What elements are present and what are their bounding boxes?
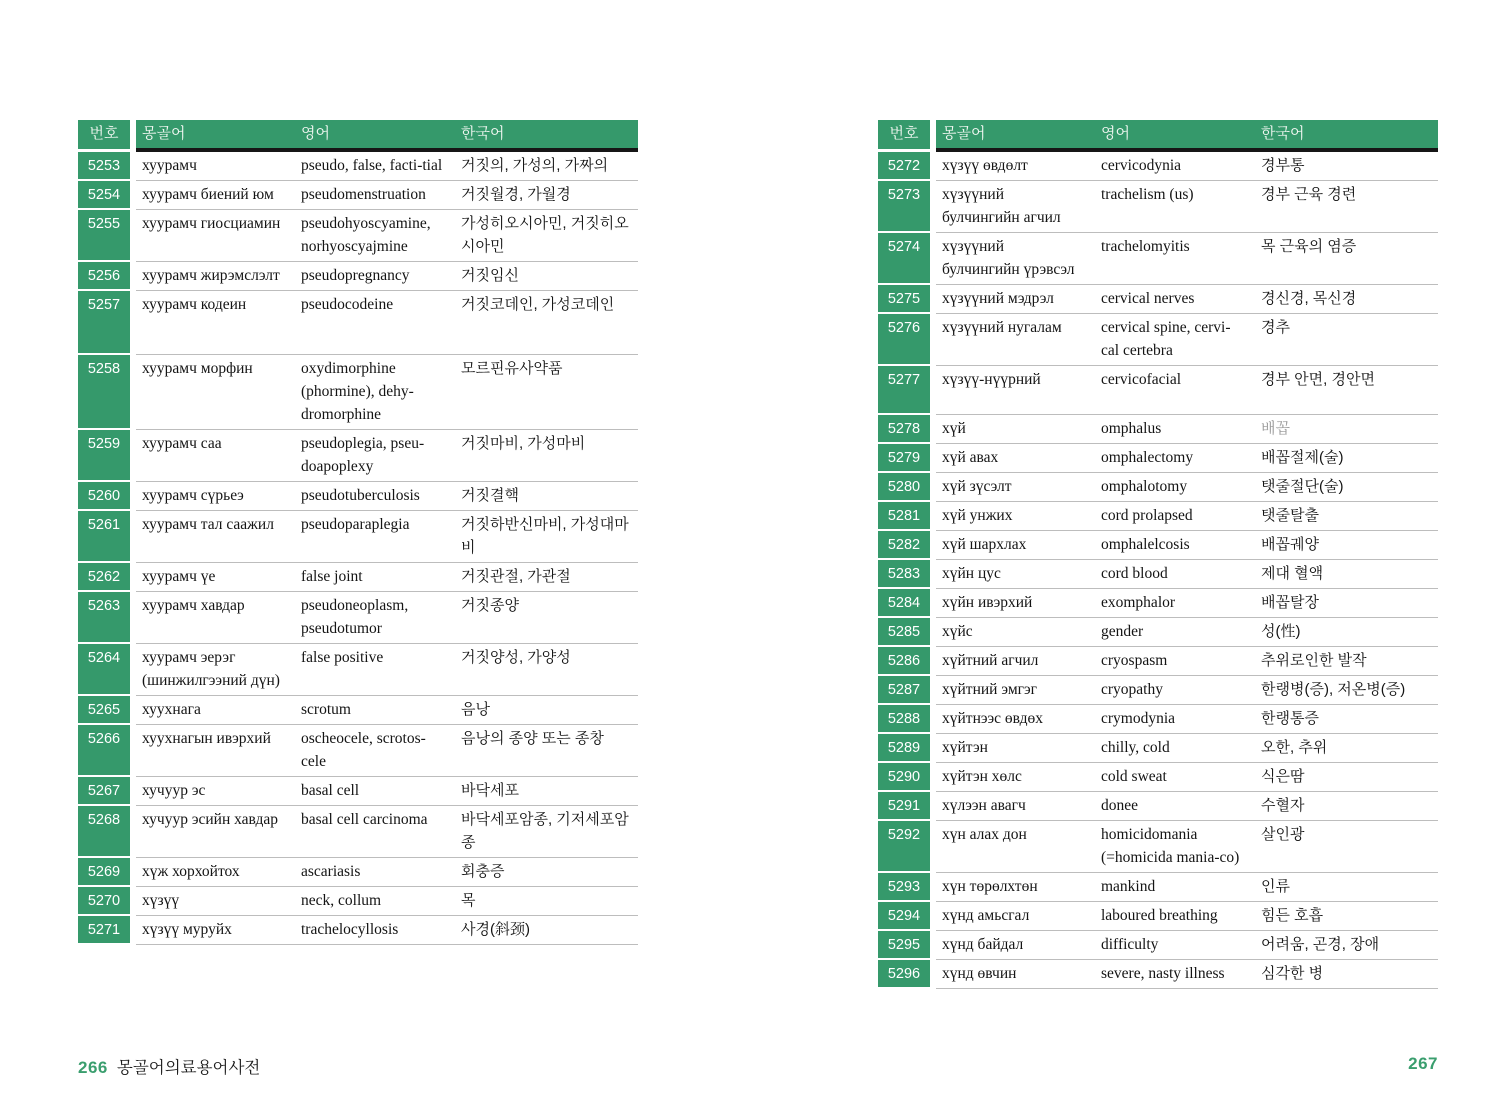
row-number: 5253 xyxy=(78,152,130,181)
korean-term: 배꼽탈장 xyxy=(1255,589,1438,618)
english-term: pseudoplegia, pseu-doapoplexy xyxy=(295,430,455,482)
row-number: 5277 xyxy=(878,366,930,415)
korean-term: 거짓양성, 가양성 xyxy=(455,644,638,696)
english-term: chilly, cold xyxy=(1095,734,1255,763)
korean-term: 오한, 추위 xyxy=(1255,734,1438,763)
english-term: difficulty xyxy=(1095,931,1255,960)
row-number: 5276 xyxy=(878,314,930,366)
english-term: omphalectomy xyxy=(1095,444,1255,473)
english-term: trachelocyllosis xyxy=(295,916,455,945)
korean-term: 거짓의, 가성의, 가짜의 xyxy=(455,152,638,181)
book-title: 몽골어의료용어사전 xyxy=(116,1059,261,1077)
mongolian-term: хүйс xyxy=(936,618,1095,647)
english-term: mankind xyxy=(1095,873,1255,902)
row-number: 5286 xyxy=(878,647,930,676)
mongolian-term: хүзүү муруйх xyxy=(136,916,295,945)
korean-term: 배꼽궤양 xyxy=(1255,531,1438,560)
mongolian-term: хүзүүний булчингийн үрэвсэл xyxy=(936,233,1095,285)
mongolian-term: хүнд өвчин xyxy=(936,960,1095,989)
english-term: neck, collum xyxy=(295,887,455,916)
mongolian-term: хуурамч үе xyxy=(136,563,295,592)
mongolian-term: хуурамч сүрьеэ xyxy=(136,482,295,511)
english-term: cervical spine, cervi-cal certebra xyxy=(1095,314,1255,366)
english-term: false joint xyxy=(295,563,455,592)
mongolian-term: хүзүүний нугалам xyxy=(936,314,1095,366)
mongolian-term: хүн төрөлхтөн xyxy=(936,873,1095,902)
english-term: basal cell xyxy=(295,777,455,806)
row-number: 5271 xyxy=(78,916,130,945)
mongolian-term: хүзүүний мэдрэл xyxy=(936,285,1095,314)
mongolian-term: хуухнага xyxy=(136,696,295,725)
row-number: 5278 xyxy=(878,415,930,444)
korean-term: 한랭병(증), 저온병(증) xyxy=(1255,676,1438,705)
row-number: 5262 xyxy=(78,563,130,592)
english-term: homicidomania (=homicida mania-co) xyxy=(1095,821,1255,873)
mongolian-term: хучуур эс xyxy=(136,777,295,806)
row-number: 5285 xyxy=(878,618,930,647)
korean-term: 음낭 xyxy=(455,696,638,725)
dictionary-table-right-page xyxy=(878,120,1438,989)
row-number: 5282 xyxy=(878,531,930,560)
mongolian-term: хүй зүсэлт xyxy=(936,473,1095,502)
english-term: pseudopregnancy xyxy=(295,262,455,291)
english-term: exomphalor xyxy=(1095,589,1255,618)
korean-term: 바닥세포암종, 기저세포암종 xyxy=(455,806,638,858)
mongolian-term: хуурамч жирэмслэлт xyxy=(136,262,295,291)
mongolian-term: хүйтний агчил xyxy=(936,647,1095,676)
korean-term: 경추 xyxy=(1255,314,1438,366)
english-term: omphalotomy xyxy=(1095,473,1255,502)
row-number: 5272 xyxy=(878,152,930,181)
column-header-number: 번호 xyxy=(878,120,930,152)
korean-term: 회충증 xyxy=(455,858,638,887)
mongolian-term: хүйтэн xyxy=(936,734,1095,763)
mongolian-term: хүй xyxy=(936,415,1095,444)
korean-term: 바닥세포 xyxy=(455,777,638,806)
english-term: oscheocele, scrotos-cele xyxy=(295,725,455,777)
row-number: 5265 xyxy=(78,696,130,725)
korean-term: 거짓마비, 가성마비 xyxy=(455,430,638,482)
row-number: 5266 xyxy=(78,725,130,777)
korean-term: 경부통 xyxy=(1255,152,1438,181)
mongolian-term: хуурамч гиосциамин xyxy=(136,210,295,262)
korean-term: 거짓하반신마비, 가성대마비 xyxy=(455,511,638,563)
mongolian-term: хуурамч морфин xyxy=(136,355,295,430)
korean-term: 어려움, 곤경, 장애 xyxy=(1255,931,1438,960)
row-number: 5259 xyxy=(78,430,130,482)
korean-term: 거짓관절, 가관절 xyxy=(455,563,638,592)
korean-term: 목 근육의 염증 xyxy=(1255,233,1438,285)
column-header-korean: 한국어 xyxy=(1255,120,1438,152)
mongolian-term: хүзүү-нүүрний xyxy=(936,366,1095,415)
mongolian-term: хуухнагын ивэрхий xyxy=(136,725,295,777)
korean-term: 거짓종양 xyxy=(455,592,638,644)
english-term: cord blood xyxy=(1095,560,1255,589)
mongolian-term: хүйн цус xyxy=(936,560,1095,589)
row-number: 5279 xyxy=(878,444,930,473)
mongolian-term: хүйтнээс өвдөх xyxy=(936,705,1095,734)
english-term: pseudotuberculosis xyxy=(295,482,455,511)
english-term: cryospasm xyxy=(1095,647,1255,676)
column-header-mongolian: 몽골어 xyxy=(136,120,295,152)
korean-term: 심각한 병 xyxy=(1255,960,1438,989)
korean-term: 제대 혈액 xyxy=(1255,560,1438,589)
korean-term: 힘든 호흡 xyxy=(1255,902,1438,931)
row-number: 5281 xyxy=(878,502,930,531)
row-number: 5263 xyxy=(78,592,130,644)
english-term: cervical nerves xyxy=(1095,285,1255,314)
row-number: 5267 xyxy=(78,777,130,806)
mongolian-term: хуурамч саа xyxy=(136,430,295,482)
mongolian-term: хуурамч тал саажил xyxy=(136,511,295,563)
column-header-mongolian: 몽골어 xyxy=(936,120,1095,152)
english-term: omphalus xyxy=(1095,415,1255,444)
english-term: cryopathy xyxy=(1095,676,1255,705)
mongolian-term: хуурамч кодеин xyxy=(136,291,295,355)
mongolian-term: хүж хорхойтох xyxy=(136,858,295,887)
korean-term: 경부 근육 경련 xyxy=(1255,181,1438,233)
mongolian-term: хүнд амьсгал xyxy=(936,902,1095,931)
mongolian-term: хүйтэн хөлс xyxy=(936,763,1095,792)
row-number: 5296 xyxy=(878,960,930,989)
mongolian-term: хүзүү өвдөлт xyxy=(936,152,1095,181)
row-number: 5295 xyxy=(878,931,930,960)
mongolian-term: хуурамч биений юм xyxy=(136,181,295,210)
english-term: omphalelcosis xyxy=(1095,531,1255,560)
english-term: cervicofacial xyxy=(1095,366,1255,415)
row-number: 5289 xyxy=(878,734,930,763)
row-number: 5293 xyxy=(878,873,930,902)
row-number: 5288 xyxy=(878,705,930,734)
mongolian-term: хүнд байдал xyxy=(936,931,1095,960)
korean-term: 거짓결핵 xyxy=(455,482,638,511)
row-number: 5280 xyxy=(878,473,930,502)
row-number: 5261 xyxy=(78,511,130,563)
column-header-english: 영어 xyxy=(1095,120,1255,152)
english-term: scrotum xyxy=(295,696,455,725)
english-term: cold sweat xyxy=(1095,763,1255,792)
english-term: cervicodynia xyxy=(1095,152,1255,181)
korean-term: 거짓임신 xyxy=(455,262,638,291)
korean-term: 모르핀유사약품 xyxy=(455,355,638,430)
row-number: 5291 xyxy=(878,792,930,821)
row-number: 5268 xyxy=(78,806,130,858)
english-term: basal cell carcinoma xyxy=(295,806,455,858)
row-number: 5274 xyxy=(878,233,930,285)
korean-term: 거짓월경, 가월경 xyxy=(455,181,638,210)
row-number: 5256 xyxy=(78,262,130,291)
korean-term: 살인광 xyxy=(1255,821,1438,873)
row-number: 5269 xyxy=(78,858,130,887)
mongolian-term: хучуур эсийн хавдар xyxy=(136,806,295,858)
mongolian-term: хуурамч эерэг (шинжилгээний дүн) xyxy=(136,644,295,696)
english-term: trachelomyitis xyxy=(1095,233,1255,285)
mongolian-term: хуурамч xyxy=(136,152,295,181)
column-header-korean: 한국어 xyxy=(455,120,638,152)
korean-term: 사경(斜颈) xyxy=(455,916,638,945)
english-term: false positive xyxy=(295,644,455,696)
column-header-number: 번호 xyxy=(78,120,130,152)
row-number: 5257 xyxy=(78,291,130,355)
korean-term: 성(性) xyxy=(1255,618,1438,647)
english-term: pseudomenstruation xyxy=(295,181,455,210)
english-term: oxydimorphine (phormine), dehy-dromorphine xyxy=(295,355,455,430)
english-term: pseudohyoscyamine, norhyoscyajmine xyxy=(295,210,455,262)
row-number: 5258 xyxy=(78,355,130,430)
row-number: 5284 xyxy=(878,589,930,618)
english-term: gender xyxy=(1095,618,1255,647)
mongolian-term: хүн алах дон xyxy=(936,821,1095,873)
mongolian-term: хуурамч хавдар xyxy=(136,592,295,644)
korean-term: 목 xyxy=(455,887,638,916)
mongolian-term: хүйн ивэрхий xyxy=(936,589,1095,618)
row-number: 5273 xyxy=(878,181,930,233)
korean-term: 배꼽절제(술) xyxy=(1255,444,1438,473)
row-number: 5254 xyxy=(78,181,130,210)
english-term: pseudoparaplegia xyxy=(295,511,455,563)
mongolian-term: хүзүүний булчингийн агчил xyxy=(936,181,1095,233)
korean-term: 한랭통증 xyxy=(1255,705,1438,734)
page-number-right: 267 xyxy=(1408,1054,1438,1073)
row-number: 5260 xyxy=(78,482,130,511)
english-term: severe, nasty illness xyxy=(1095,960,1255,989)
english-term: pseudocodeine xyxy=(295,291,455,355)
row-number: 5283 xyxy=(878,560,930,589)
mongolian-term: хүй унжих xyxy=(936,502,1095,531)
korean-term: 배꼽 xyxy=(1255,415,1438,444)
english-term: trachelism (us) xyxy=(1095,181,1255,233)
column-header-english: 영어 xyxy=(295,120,455,152)
mongolian-term: хүй шархлах xyxy=(936,531,1095,560)
row-number: 5275 xyxy=(878,285,930,314)
footer-left xyxy=(78,1054,260,1078)
english-term: crymodynia xyxy=(1095,705,1255,734)
mongolian-term: хүй авах xyxy=(936,444,1095,473)
mongolian-term: хүйтний эмгэг xyxy=(936,676,1095,705)
korean-term: 식은땀 xyxy=(1255,763,1438,792)
korean-term: 탯줄절단(술) xyxy=(1255,473,1438,502)
korean-term: 거짓코데인, 가성코데인 xyxy=(455,291,638,355)
korean-term: 음낭의 종양 또는 종창 xyxy=(455,725,638,777)
mongolian-term: хүзүү xyxy=(136,887,295,916)
row-number: 5270 xyxy=(78,887,130,916)
korean-term: 경신경, 목신경 xyxy=(1255,285,1438,314)
english-term: laboured breathing xyxy=(1095,902,1255,931)
row-number: 5290 xyxy=(878,763,930,792)
row-number: 5255 xyxy=(78,210,130,262)
row-number: 5264 xyxy=(78,644,130,696)
page-number-left: 266 xyxy=(78,1058,108,1077)
row-number: 5287 xyxy=(878,676,930,705)
korean-term: 수혈자 xyxy=(1255,792,1438,821)
english-term: pseudo, false, facti-tial xyxy=(295,152,455,181)
english-term: donee xyxy=(1095,792,1255,821)
english-term: pseudoneoplasm, pseudotumor xyxy=(295,592,455,644)
korean-term: 인류 xyxy=(1255,873,1438,902)
korean-term: 추위로인한 발작 xyxy=(1255,647,1438,676)
mongolian-term: хүлээн авагч xyxy=(936,792,1095,821)
korean-term: 가성히오시아민, 거짓히오시아민 xyxy=(455,210,638,262)
row-number: 5294 xyxy=(878,902,930,931)
row-number: 5292 xyxy=(878,821,930,873)
dictionary-table-left-page xyxy=(78,120,638,945)
korean-term: 경부 안면, 경안면 xyxy=(1255,366,1438,415)
korean-term: 탯줄탈출 xyxy=(1255,502,1438,531)
english-term: cord prolapsed xyxy=(1095,502,1255,531)
english-term: ascariasis xyxy=(295,858,455,887)
